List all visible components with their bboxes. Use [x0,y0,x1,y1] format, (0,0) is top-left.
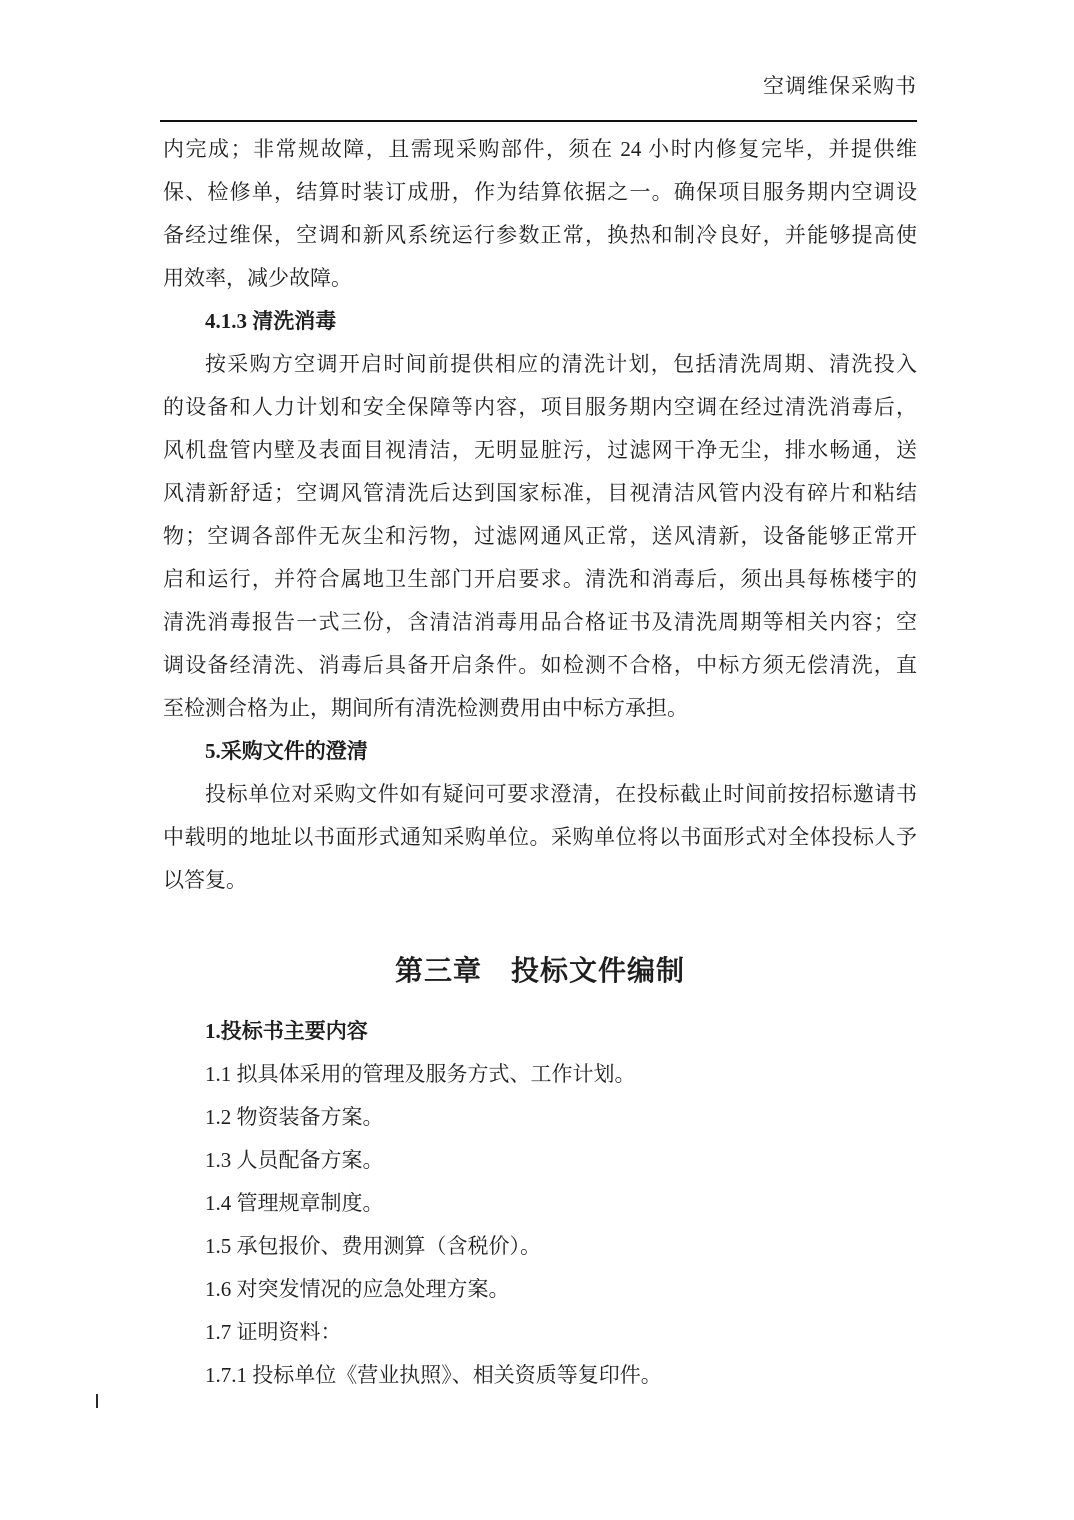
paragraph-line: 风清新舒适；空调风管清洗后达到国家标准，目视清洁风管内没有碎片和粘结 [163,481,917,505]
paragraph-line: 至检测合格为止，期间所有清洗检测费用由中标方承担。 [163,696,688,720]
paragraph [163,773,917,902]
paragraph-line: 以答复。 [163,868,247,892]
paragraph-line: 的设备和人力计划和安全保障等内容，项目服务期内空调在经过清洗消毒后， [163,395,917,419]
paragraph-line: 按采购方空调开启时间前提供相应的清洗计划，包括清洗周期、清洗投入 [205,352,917,376]
document-body [163,128,917,1397]
paragraph-line: 调设备经清洗、消毒后具备开启条件。如检测不合格，中标方须无偿清洗，直 [163,653,917,677]
header-rule [160,120,917,122]
list-item: 1.7.1 投标单位《营业执照》、相关资质等复印件。 [205,1363,662,1387]
list-item: 1.7 证明资料： [205,1320,342,1344]
list-item: 1.1 拟具体采用的管理及服务方式、工作计划。 [205,1062,636,1086]
paragraph-line: 保、检修单，结算时装订成册，作为结算依据之一。确保项目服务期内空调设 [163,180,917,204]
blank-line [163,902,917,944]
paragraph-line: 物；空调各部件无灰尘和污物，过滤网通风正常，送风清新，设备能够正常开 [163,524,917,548]
cursor-mark [96,1394,98,1408]
list-item: 1.5 承包报价、费用测算（含税价）。 [205,1234,541,1258]
section-heading: 4.1.3 清洗消毒 [205,309,337,333]
section-heading: 5.采购文件的澄清 [205,739,368,763]
list-item: 1.2 物资装备方案。 [205,1105,384,1129]
section-heading: 1.投标书主要内容 [205,1019,368,1043]
paragraph-line: 内完成；非常规故障，且需现采购部件，须在 24 小时内修复完毕，并提供维 [163,137,917,161]
chapter-heading: 第三章 投标文件编制 [394,956,685,987]
paragraph-line: 投标单位对采购文件如有疑问可要求澄清，在投标截止时间前按招标邀请书 [205,782,917,806]
paragraph-line: 中载明的地址以书面形式通知采购单位。采购单位将以书面形式对全体投标人予 [163,825,917,849]
list-item: 1.4 管理规章制度。 [205,1191,384,1215]
paragraph [163,343,917,730]
paragraph [163,128,917,300]
list-item: 1.3 人员配备方案。 [205,1148,384,1172]
paragraph-line: 启和运行，并符合属地卫生部门开启要求。清洗和消毒后，须出具每栋楼宇的 [163,567,917,591]
paragraph-line: 风机盘管内壁及表面目视清洁，无明显脏污，过滤网干净无尘，排水畅通，送 [163,438,917,462]
paragraph-line: 用效率，减少故障。 [163,266,352,290]
page-header-title: 空调维保采购书 [763,74,917,98]
paragraph-line: 备经过维保，空调和新风系统运行参数正常，换热和制冷良好，并能够提高使 [163,223,917,247]
paragraph-line: 清洗消毒报告一式三份，含清洁消毒用品合格证书及清洗周期等相关内容；空 [163,610,917,634]
list-item: 1.6 对突发情况的应急处理方案。 [205,1277,510,1301]
